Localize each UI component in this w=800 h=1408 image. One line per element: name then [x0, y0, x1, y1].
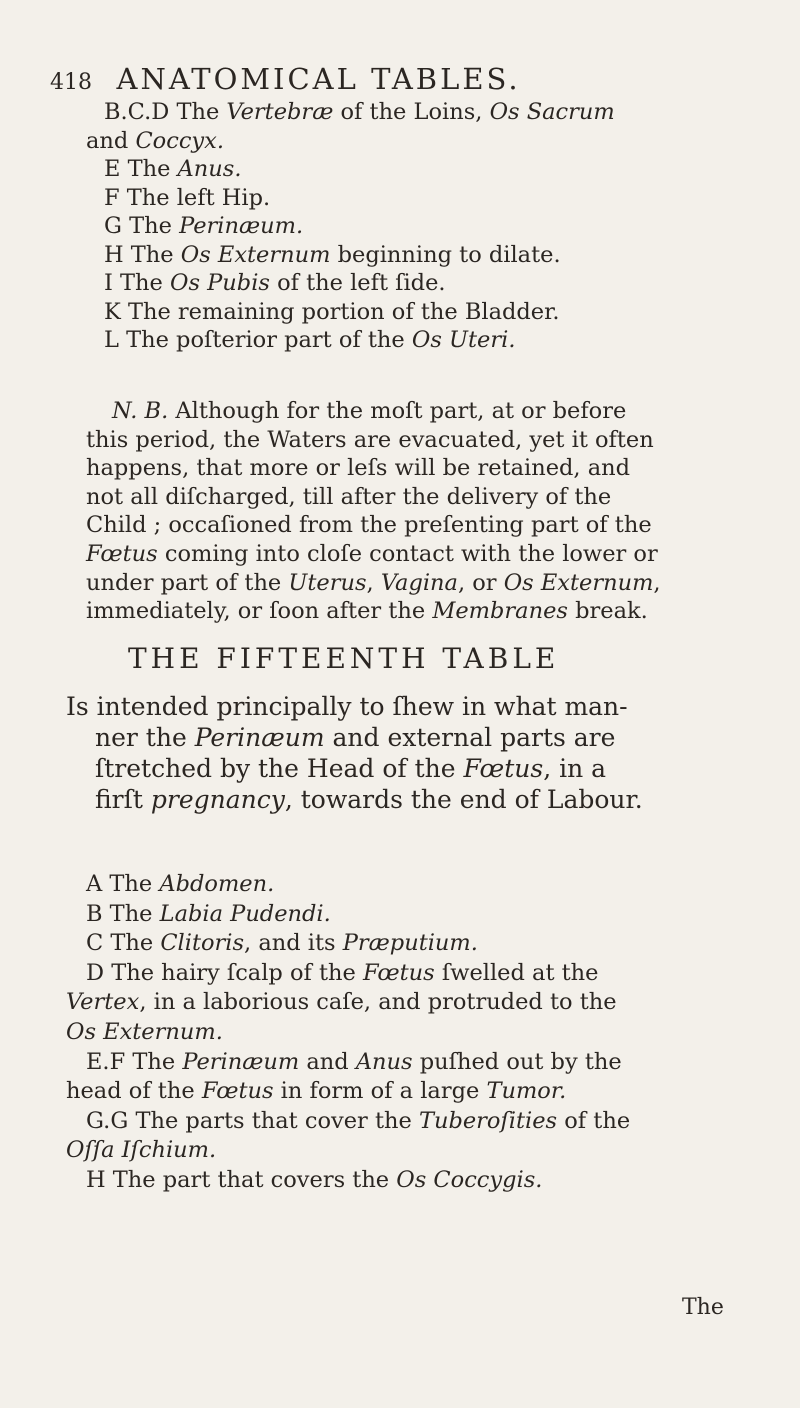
- text-run: , towards the end of Labour.: [284, 785, 643, 814]
- note-line: [86, 426, 654, 454]
- italic-term: Os Uteri.: [411, 327, 516, 353]
- intro-line: [95, 724, 615, 752]
- text-run: G The: [104, 213, 180, 239]
- text-run: A The: [86, 871, 160, 897]
- italic-term: Abdomen.: [159, 871, 275, 897]
- legend2-line: [86, 900, 331, 928]
- intro-line: [66, 693, 628, 721]
- text-run: happens, that more or leſs will be retained, and: [86, 455, 631, 482]
- text-run: beginning to dilate.: [330, 241, 561, 268]
- italic-term: Fœtus: [201, 1078, 274, 1105]
- italic-term: Tumor.: [486, 1078, 567, 1105]
- text-run: of the Loins,: [333, 99, 490, 125]
- italic-term: Vertex: [66, 989, 140, 1016]
- legend2-line: [66, 1077, 566, 1105]
- italic-term: Perinæum: [182, 1048, 300, 1075]
- text-run: B.C.D The: [104, 99, 227, 125]
- legend1-line: [86, 127, 224, 155]
- legend2-line: [86, 1166, 542, 1194]
- text-run: K The remaining portion of the Bladder.: [104, 298, 560, 325]
- page-number: 418: [50, 70, 92, 95]
- italic-term: Os Sacrum: [489, 99, 615, 125]
- legend1-line: [104, 241, 561, 269]
- text-run: break.: [567, 598, 648, 625]
- italic-term: Clitoris: [160, 930, 245, 957]
- text-run: , in a: [543, 754, 607, 783]
- italic-term: Fœtus: [363, 959, 435, 986]
- legend2-line: [86, 959, 599, 987]
- text-run: Child ; occaſioned from the preſenting part of the: [86, 512, 652, 539]
- text-run: E.F The: [86, 1048, 183, 1075]
- italic-term: Anus: [355, 1048, 413, 1075]
- italic-term: Perinæum: [194, 723, 325, 752]
- italic-term: Tuberoſities: [418, 1107, 558, 1134]
- table-heading: THE FIFTEENTH TABLE: [128, 642, 560, 675]
- text-run: ,: [653, 569, 661, 596]
- text-run: firſt: [95, 785, 151, 814]
- note-line: [86, 540, 658, 568]
- note-line: [86, 511, 652, 539]
- text-run: head of the: [66, 1078, 202, 1105]
- italic-term: Os Externum.: [66, 1019, 223, 1045]
- italic-term: Vagina: [380, 569, 458, 596]
- text-run: H The: [104, 241, 181, 268]
- legend2-line: [66, 1136, 216, 1164]
- text-run: puſhed out by the: [412, 1048, 622, 1075]
- text-run: ner the: [95, 723, 195, 752]
- text-run: and: [299, 1048, 356, 1075]
- catchword: The: [682, 1295, 724, 1320]
- text-run: not all diſcharged, till after the delivery of the: [86, 483, 612, 510]
- text-run: F The left Hip.: [104, 184, 271, 211]
- italic-term: Os Externum: [503, 569, 654, 596]
- text-run: in form of a large: [273, 1078, 487, 1105]
- legend2-line: [66, 988, 617, 1016]
- italic-term: Os Externum: [180, 241, 331, 268]
- text-run: E The: [104, 156, 178, 182]
- italic-term: Oſſa Iſchium.: [66, 1137, 217, 1164]
- italic-term: Fœtus: [463, 754, 544, 783]
- text-run: C The: [86, 930, 161, 957]
- italic-term: Coccyx.: [135, 127, 224, 154]
- intro-line: [95, 786, 643, 814]
- legend2-line: [66, 1018, 223, 1046]
- text-run: immediately, or ſoon after the: [86, 598, 433, 625]
- note-line: [86, 597, 648, 625]
- running-title: ANATOMICAL TABLES.: [116, 62, 521, 96]
- text-run: L The poſterior part of the: [104, 327, 412, 353]
- italic-term: Membranes: [432, 598, 568, 625]
- legend2-line: [86, 929, 478, 957]
- italic-term: N. B.: [112, 398, 169, 424]
- legend1-line: [104, 326, 515, 354]
- text-run: ſtretched by the Head of the: [95, 754, 464, 783]
- legend1-line: [104, 212, 303, 240]
- legend2-line: [86, 870, 274, 898]
- text-run: B The: [86, 900, 160, 927]
- text-run: of the: [557, 1107, 631, 1134]
- text-run: Although for the moſt part, at or before: [168, 398, 627, 424]
- text-run: and: [86, 127, 136, 154]
- text-run: and external parts are: [324, 723, 616, 752]
- legend1-line: [104, 184, 270, 212]
- text-run: G.G The parts that cover the: [86, 1107, 419, 1134]
- note-line: [112, 397, 626, 425]
- text-run: , or: [457, 569, 504, 596]
- note-line: [86, 454, 630, 482]
- legend1-line: [104, 98, 615, 126]
- legend2-line: [86, 1048, 622, 1076]
- text-run: coming into cloſe contact with the lower or: [157, 541, 658, 567]
- legend1-line: [104, 269, 446, 297]
- italic-term: Labia Pudendi.: [159, 900, 331, 927]
- italic-term: Os Coccygis.: [396, 1167, 543, 1193]
- italic-term: Vertebræ: [226, 99, 334, 125]
- italic-term: Uterus: [288, 569, 367, 596]
- text-run: , and its: [244, 930, 343, 957]
- text-run: H The part that covers the: [86, 1167, 397, 1193]
- italic-term: Perinæum.: [179, 213, 304, 239]
- text-run: ſwelled at the: [434, 959, 599, 986]
- legend2-line: [86, 1107, 630, 1135]
- text-run: under part of the: [86, 569, 289, 596]
- text-run: of the left ſide.: [269, 270, 446, 296]
- legend1-line: [104, 155, 241, 183]
- italic-term: Anus.: [177, 156, 242, 182]
- note-line: [86, 483, 611, 511]
- text-run: ,: [366, 569, 381, 596]
- legend1-line: [104, 298, 560, 326]
- italic-term: Fœtus: [86, 541, 158, 567]
- text-run: I The: [104, 270, 171, 296]
- text-run: this period, the Waters are evacuated, yet it often: [86, 426, 654, 453]
- text-run: D The hairy ſcalp of the: [86, 959, 363, 986]
- page-header: [50, 62, 750, 97]
- italic-term: pregnancy: [150, 785, 285, 814]
- note-line: [86, 569, 661, 597]
- text-run: Is intended principally to ſhew in what man-: [66, 692, 628, 721]
- intro-line: [95, 755, 606, 783]
- text-run: , in a laborious caſe, and protruded to the: [139, 989, 617, 1016]
- italic-term: Præputium.: [342, 930, 478, 957]
- italic-term: Os Pubis: [170, 270, 270, 296]
